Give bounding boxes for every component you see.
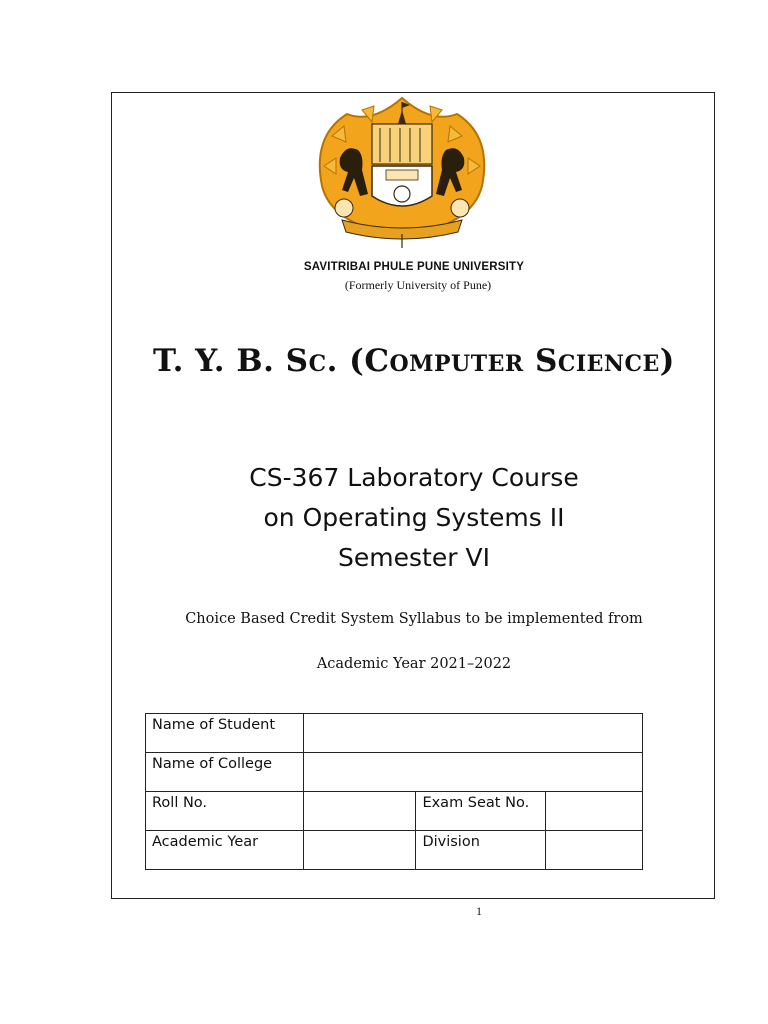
table-row [146,714,643,753]
lab-course-line-2: on Operating Systems II [263,503,565,532]
name-of-college-label: Name of College [146,753,304,792]
cover-frame [111,92,715,899]
exam-seat-no-field[interactable] [546,792,643,831]
name-of-student-label: Name of Student [146,714,304,753]
table-row [146,792,643,831]
academic-year-label: Academic Year [146,831,304,870]
lab-course-line-1: CS-367 Laboratory Course [249,463,579,492]
roll-no-field[interactable] [303,792,416,831]
lab-course-line-3: Semester VI [338,543,490,572]
name-of-student-field[interactable] [303,714,642,753]
university-former-name: (Formerly University of Pune) [344,278,492,292]
page-number: 1 [476,904,482,918]
division-field[interactable] [546,831,643,870]
syllabus-note: Choice Based Credit System Syllabus to be implemented from [185,611,643,627]
division-label: Division [416,831,546,870]
name-of-college-field[interactable] [303,753,642,792]
table-row [146,753,643,792]
lab-course-title [112,458,716,578]
table-row [146,831,643,870]
university-seal-logo [302,96,502,248]
student-info-table [145,713,643,870]
roll-no-label: Roll No. [146,792,304,831]
course-title: T. Y. B. Sc. (Computer Science) [153,343,675,379]
university-name: SAVITRIBAI PHULE PUNE UNIVERSITY [303,261,525,273]
academic-year-note: Academic Year 2021–2022 [316,656,512,672]
academic-year-field[interactable] [303,831,416,870]
exam-seat-no-label: Exam Seat No. [416,792,546,831]
